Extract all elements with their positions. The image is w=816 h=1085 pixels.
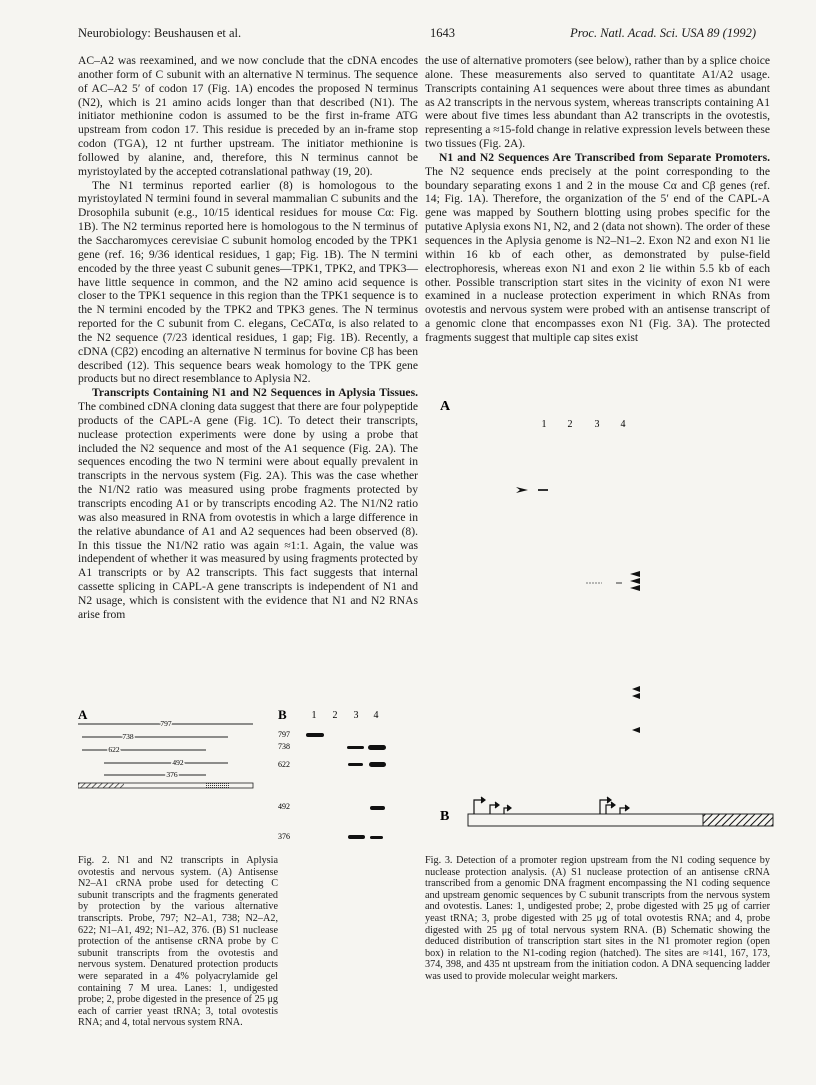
figure-2-caption: Fig. 2. N1 and N2 transcripts in Aplysia ovotestis and nervous system. (A) Antisense N2–A1 cRNA probe used for detecting C subunit transcripts and the fragments generated by protection by the various alternative transcripts. Probe, 797; N2–A1, 738; N2–A2, 622; N1–A1, 492; N1–A2, 376. (B) S1 nuclease protection of the antisense cRNA probe by C subunit transcripts from the ovotestis and nervous system. Denatured protection products were separated in a 4% polyacrylamide gel containing 7 M urea. Lanes: 1, undigested probe; 2, probe digested in the presence of 25 μg each of carrier yeast tRNA; 3, total ovotestis RNA; and 4, total nervous system RNA. — [78, 855, 278, 1029]
gel-band — [348, 763, 363, 766]
section-promoters — [425, 151, 770, 345]
a1-dotted-segment — [206, 783, 230, 788]
arrowhead-marker — [632, 727, 640, 733]
panel-a-label: A — [78, 707, 88, 722]
lane-label-2: 2 — [332, 710, 338, 721]
gel-band — [306, 733, 324, 737]
panel-a-label: A — [440, 400, 451, 414]
left-column — [78, 54, 418, 622]
section-heading: Transcripts Containing N1 and N2 Sequences in Aplysia Tissues. — [92, 386, 418, 400]
journal-citation: Proc. Natl. Acad. Sci. USA 89 (1992) — [570, 26, 756, 40]
page-number: 1643 — [430, 26, 455, 40]
gel-band — [369, 762, 386, 767]
start-site-arrow — [620, 805, 629, 814]
start-site-arrow — [504, 805, 511, 814]
panel-b-label: B — [440, 809, 450, 824]
arrowhead-marker — [632, 686, 640, 692]
lane-label-4: 4 — [373, 710, 379, 721]
running-head-left: Neurobiology: Beushausen et al. — [78, 26, 242, 40]
arrowhead-marker — [630, 585, 640, 591]
size-marker-492: 492 — [278, 802, 290, 811]
section-body: The combined cDNA cloning data suggest that there are four polypeptide products of the CAPL-A gene (Fig. 1C). To detect their transcripts, nuclease protection experiments were done by using a probe that included the N2 sequence and most of the A1 sequence (Fig. 2A). The sequences encoding the two N termini were about equally prevalent in transcripts in the nervous system (Fig. 2A). This was the case whether the N1/N2 ratio was measured using probe fragments protected by transcripts encoding A1 or by transcripts encoding A2. The N1/N2 ratio was also measured in RNA from ovotestis in which a large difference in the relative abundance of A1 and A2 sequences had been observed (8). In this tissue the N1/N2 ratio was again ≈1:1. Again, the value was independent of whether it was measured by using fragments protected by A1 transcripts or by A2 transcripts. This fact suggests that internal cassette splicing in CAPL-A gene transcripts is independent of N1 and N2 usage, which is consistent with the evidence that N1 and N2 RNAs arise from — [78, 400, 418, 621]
size-marker-376: 376 — [278, 832, 290, 841]
section-heading: N1 and N2 Sequences Are Transcribed from Separate Promoters. — [439, 150, 770, 164]
probe-label-376: 376 — [166, 770, 178, 779]
gel-band — [348, 835, 365, 839]
probe-label-738: 738 — [122, 732, 134, 741]
paragraph: the use of alternative promoters (see below), rather than by a splice choice alone. These measurements also served to quantitate A1/A2 usage. Transcripts containing A1 sequences were about three times as abundant as A2 transcripts in the nervous system, whereas transcripts containing A1 were about five times less abundant than A2 transcripts in the ovotestis, representing a ≈15-fold change in relative expression levels between these two tissues (Fig. 2A). — [425, 54, 770, 151]
size-marker-797: 797 — [278, 730, 290, 739]
arrowhead-marker — [516, 487, 528, 493]
lane-label-4: 4 — [620, 419, 626, 430]
gel-band — [368, 745, 386, 750]
probe-label-622: 622 — [108, 745, 120, 754]
arrowhead-marker — [630, 578, 640, 584]
gel-band — [370, 836, 383, 839]
lane-label-2: 2 — [567, 419, 573, 430]
arrowhead-marker — [630, 571, 640, 577]
probe-label-797: 797 — [160, 719, 172, 728]
paragraph: The N1 terminus reported earlier (8) is homologous to the myristoylated N termini found in several mammalian C subunits and the Drosophila subunit (e.g., 10/15 identical residues for mouse Cα: Fig. 1B). The N2 terminus reported here is homologous to the N terminus of the Saccharomyces cerevisiae C subunit homolog encoded by the TPK1 gene (ref. 16; 9/36 identical residues, 1 gap; Fig. 1B). The N termini encoded by the three yeast C subunit genes—TPK1, TPK2, and TPK3—have little sequence in common, and the N2 amino acid sequence is closer to the TPK1 sequence in this region than the TPK1 sequence is to the N termini encoded by the TPK2 and TPK3 genes. The N terminus reported for the C subunit from C. elegans, CeCATα, is also related to the N2 sequence (7/23 identical residues, 1 gap; Fig. 1B). Recently, a cDNA (Cβ2) encoding an alternative N terminus for bovine Cβ has been described (12). This sequence bears weak homology to the TPK gene products but no direct resemblance to Aplysia N2. — [78, 178, 418, 386]
start-site-arrow — [490, 802, 499, 814]
figure-3 — [440, 400, 780, 850]
figure-3-caption: Fig. 3. Detection of a promoter region upstream from the N1 coding sequence by nuclease protection analysis. (A) S1 nuclease protection of an antisense cRNA transcribed from a genomic DNA fragment encompassing the N1 coding sequence and upstream genomic sequences by C subunit transcripts from the nervous system and ovotestis. Lanes: 1, undigested probe; 2, probe digested with 25 μg of carrier yeast tRNA; 3, probe digested with 25 μg of total ovotestis RNA; and 4, probe digested with 25 μg of total nervous system RNA. (B) Schematic showing the deduced distribution of transcription start sites in the N1 promoter region (open box) in relation to the N1-coding region (hatched). The sites are ≈141, 167, 173, 374, 398, and 435 nt upstream from the initiation codon. A DNA sequencing ladder was used to provide molecular weight markers. — [425, 855, 770, 982]
size-marker-738: 738 — [278, 742, 290, 751]
gel-band — [370, 806, 385, 810]
paragraph: AC–A2 was reexamined, and we now conclude that the cDNA encodes another form of C subunit with an alternative N terminus. The sequence of AC–A2 5′ of codon 17 (Fig. 1A) encodes the proposed N terminus (N2), which is 21 amino acids longer than that described (N1). The initiator methionine codon is assumed to be the first in-frame ATG upstream from codon 17. This residue is preceded by an in-frame stop codon (TGA), 12 nt further upstream. The initiator methionine is followed by alanine, and, therefore, this N terminus cannot be myristoylated by the accepted cotranslational pathway (19, 20). — [78, 54, 418, 178]
n2-hatched-segment — [78, 783, 124, 788]
lane-label-1: 1 — [311, 710, 317, 721]
n1-coding-region — [703, 814, 773, 826]
start-site-arrow — [474, 797, 485, 814]
start-site-arrow — [606, 802, 615, 814]
arrowhead-marker — [632, 693, 640, 699]
gel-band — [538, 489, 548, 491]
probe-label-492: 492 — [172, 758, 184, 767]
section-body: The N2 sequence ends precisely at the point corresponding to the boundary separating exons 1 and 2 in the mouse Cα and Cβ genes (ref. 14; Fig. 1A). Therefore, the organization of the 5′ end of the CAPL-A gene was mapped by Southern blotting using probes specific for the putative Aplysia exons N1, N2, and 2 (data not shown). The order of these sequences in the Aplysia genome is N2–N1–2. Exon N2 and exon N1 lie within 16 kb of each other, as demonstrated by pulse-field electrophoresis, whereas exon N1 and exon 2 lie within 5.5 kb of each other. Possible transcription start sites in the vicinity of exon N1 were examined in a nuclease protection experiment in which RNAs from ovotestis and nervous system were probed with an antisense transcript of a genomic clone that encompasses exon N1 (Fig. 3A). The protected fragments suggest that multiple cap sites exist — [425, 164, 770, 344]
lane-label-3: 3 — [594, 419, 600, 430]
size-marker-622: 622 — [278, 760, 290, 769]
figure-2 — [78, 705, 418, 855]
lane-label-1: 1 — [541, 419, 547, 430]
panel-b-label: B — [278, 707, 287, 722]
gel-band — [347, 746, 364, 749]
right-column — [425, 54, 770, 345]
section-transcripts — [78, 386, 418, 621]
lane-label-3: 3 — [353, 710, 359, 721]
n1-promoter-region — [468, 814, 703, 826]
